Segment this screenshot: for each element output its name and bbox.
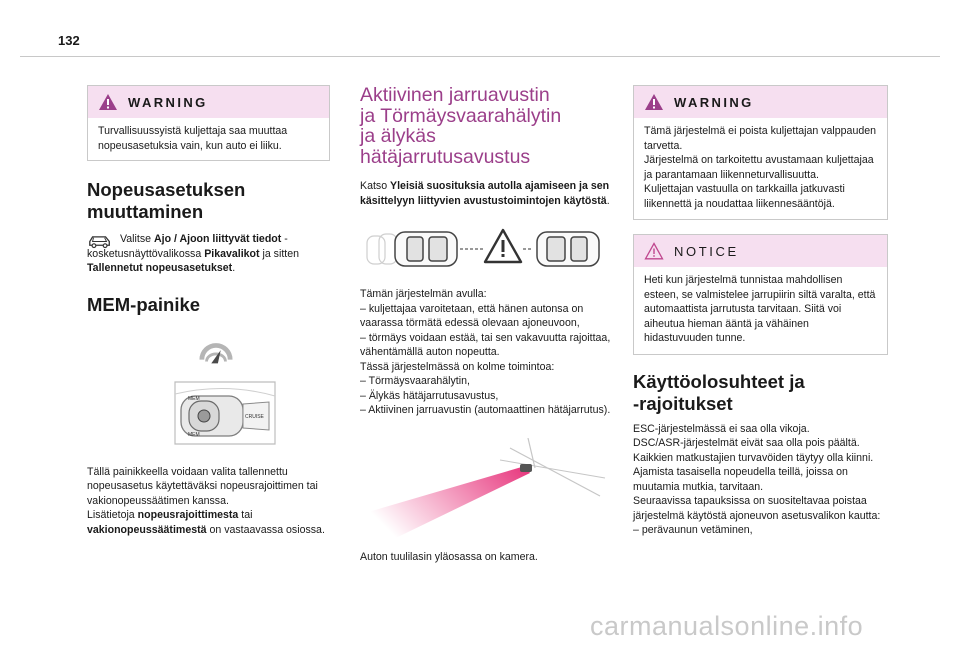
condition-line: Kaikkien matkustajien turvavöiden täytyy olla kiinni. xyxy=(633,451,874,464)
mem-description xyxy=(87,465,330,538)
mem-stalk-label: MEM xyxy=(188,395,200,402)
touchscreen-car-icon xyxy=(87,233,113,250)
speed-settings-instruction xyxy=(87,232,330,276)
warning-body xyxy=(634,118,887,219)
top-divider xyxy=(20,56,940,57)
warning-box xyxy=(633,85,888,220)
heading-line: -rajoitukset xyxy=(633,392,733,414)
windscreen-camera-illustration xyxy=(360,438,610,548)
body-line: – törmäys voidaan estää, tai sen vakavuutta rajoittaa, vähentämällä auton nopeutta. xyxy=(360,331,611,358)
warning-header xyxy=(88,86,329,118)
mem-text-1: Tällä painikkeella voidaan valita tallennettu nopeusasetus käytettäväksi nopeusrajoittimen tai vakionopeussäätimen kanssa. xyxy=(87,465,318,507)
condition-line: Ajamista tasaisella nopeudella teillä, joissa on muutamia mutkia, tarvitaan. xyxy=(633,466,848,493)
warning-line: Tämä järjestelmä ei poista kuljettajan valppauden tarvetta. xyxy=(644,125,877,152)
ref-bold: Yleisiä suosituksia autolla ajamiseen ja sen käsittelyyn liittyvien avustustoimintojen käytöstä xyxy=(360,180,610,207)
conditions-heading xyxy=(633,371,888,415)
warning-line: Kuljettajan vastuulla on tarkkailla jatkuvasti liikennettä ja noudattaa liikennesääntöjä. xyxy=(644,183,845,210)
notice-label: NOTICE xyxy=(674,243,739,259)
column-left xyxy=(87,85,330,537)
warning-label: WARNING xyxy=(674,94,754,110)
general-recommendations-ref xyxy=(360,179,615,208)
ref-text: Katso xyxy=(360,180,391,192)
body-line: – Älykäs hätäjarrutusavustus, xyxy=(360,389,499,402)
instr-text: -kosketusnäyttövalikossa xyxy=(87,233,288,260)
instr-quick-menus: Pikavalikot xyxy=(204,247,260,260)
notice-box xyxy=(633,234,888,355)
instr-saved-speeds: Tallennetut nopeusasetukset xyxy=(87,262,233,274)
warning-box xyxy=(87,85,330,161)
heading-line: Käyttöolosuhteet ja xyxy=(633,370,805,392)
mem-stalk-label: MEM xyxy=(188,431,200,438)
body-line: – kuljettajaa varoitetaan, että hänen autonsa on vaarassa törmätä edessä olevaan ajoneuvoon, xyxy=(360,302,584,329)
mem-text: tai xyxy=(238,509,253,521)
condition-line: – perävaunun vetäminen, xyxy=(633,524,753,536)
page-number: 132 xyxy=(58,33,80,48)
notice-icon xyxy=(644,242,664,260)
condition-line: Seuraavissa tapauksissa on suositeltavaa poistaa järjestelmä käytöstä ajoneuvon asetusvalikon kautta: xyxy=(633,495,881,522)
body-line: – Aktiivinen jarruavustin (automaattinen hätäjarrutus). xyxy=(360,404,611,416)
steering-wheel-icon xyxy=(199,338,233,368)
mem-text: Lisätietoja xyxy=(87,509,138,521)
system-description xyxy=(360,287,615,418)
ref-text: . xyxy=(606,194,610,207)
speed-settings-heading xyxy=(87,179,330,223)
warning-icon xyxy=(644,93,664,111)
condition-line: DSC/ASR-järjestelmät eivät saa olla pois päältä. xyxy=(633,437,860,449)
cruise-stalk-label: CRUISE xyxy=(245,413,264,420)
notice-header xyxy=(634,235,887,267)
heading-line: ja Törmäysvaarahälytin xyxy=(360,104,562,127)
heading-line: hätäjarrutusavustus xyxy=(360,145,531,168)
instr-text: Valitse xyxy=(120,233,154,245)
instr-text: ja sitten xyxy=(259,247,299,260)
condition-line: ESC-järjestelmässä ei saa olla vikoja. xyxy=(633,422,810,435)
warning-label: WARNING xyxy=(128,94,208,110)
footer-watermark: carmanualsonline.info xyxy=(590,611,864,641)
mem-text-bold: nopeusrajoittimesta xyxy=(137,509,239,521)
mem-heading: MEM-painike xyxy=(87,293,201,315)
heading-line: ja älykäs xyxy=(360,125,436,147)
column-right xyxy=(633,85,888,538)
instr-text: . xyxy=(232,262,236,274)
mem-text: on vastaavassa osiossa. xyxy=(206,523,325,536)
warning-line: Järjestelmä on tarkoitettu avustamaan kuljettajaa ja parantamaan liikenneturvallisuutta. xyxy=(644,154,874,181)
brake-assist-heading xyxy=(360,85,615,167)
warning-text: Turvallisuussyistä kuljettaja saa muuttaa nopeusasetuksia vain, kun auto ei liiku. xyxy=(98,125,288,152)
heading-line: Nopeusasetuksen xyxy=(87,179,246,200)
camera-icon xyxy=(520,464,532,472)
collision-illustration xyxy=(365,224,610,274)
heading-line: muuttaminen xyxy=(87,201,204,222)
mem-text-bold: vakionopeussäätimestä xyxy=(87,523,207,536)
warning-icon xyxy=(98,93,118,111)
body-line: Tämän järjestelmän avulla: xyxy=(360,288,487,300)
body-line: – Törmäysvaarahälytin, xyxy=(360,375,470,387)
notice-text: Heti kun järjestelmä tunnistaa mahdollisen esteen, se valmistelee jarrupiirin siltä varalta, että automaattista jarrutusta tarvitaan. Siitä voi aiheutua hieman ääntä ja vähäinen hidastuvuuden tunne. xyxy=(644,274,876,344)
column-middle xyxy=(360,85,615,564)
instr-menu-path: Ajo / Ajoon liittyvät tiedot xyxy=(153,233,282,245)
heading-line: Aktiivinen jarruavustin xyxy=(360,84,550,106)
body-line: Tässä järjestelmässä on kolme toimintoa: xyxy=(360,360,555,373)
warning-header xyxy=(634,86,887,118)
camera-caption: Auton tuulilasin yläosassa on kamera. xyxy=(360,550,538,563)
mem-stalk-illustration xyxy=(165,374,285,449)
conditions-list xyxy=(633,422,888,538)
